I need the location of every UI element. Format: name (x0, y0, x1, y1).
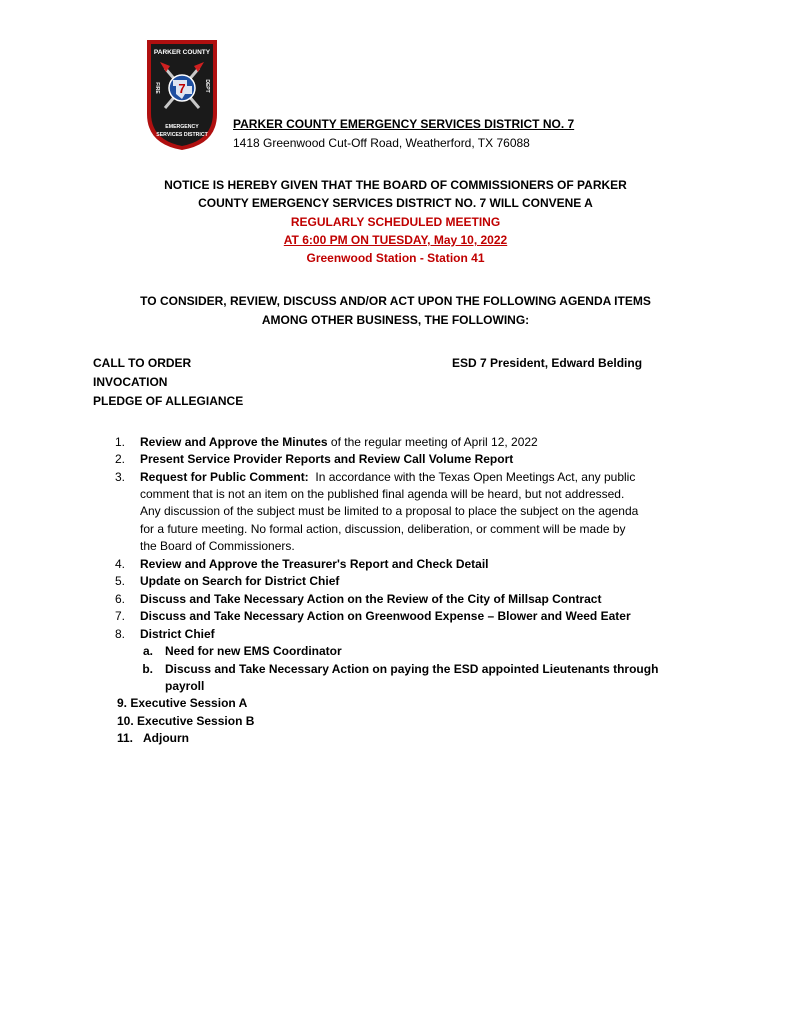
logo-top-text: PARKER COUNTY (153, 49, 211, 56)
item-detail: of the regular meeting of April 12, 2022 (327, 435, 538, 449)
call-to-order: CALL TO ORDER (93, 356, 192, 370)
consider-line-2: AMONG OTHER BUSINESS, THE FOLLOWING: (261, 313, 530, 327)
item-number: 1. (114, 435, 125, 449)
consider-line-1: TO CONSIDER, REVIEW, DISCUSS AND/OR ACT UPON THE FOLLOWING AGENDA ITEMS (140, 294, 651, 308)
presider: ESD 7 President, Edward Belding (452, 356, 643, 370)
item-number: 4. (114, 557, 125, 571)
notice-line-2: COUNTY EMERGENCY SERVICES DISTRICT NO. 7 WILL CONVENE A (198, 196, 593, 210)
item-title: District Chief (140, 627, 215, 641)
item-title: Update on Search for District Chief (140, 574, 340, 588)
meeting-location: Greenwood Station - Station 41 (306, 251, 485, 265)
item-detail: In accordance with the Texas Open Meetings Act, any public (308, 470, 636, 484)
subitem-letter: b. (142, 662, 153, 676)
org-address: 1418 Greenwood Cut-Off Road, Weatherford, TX 76088 (233, 136, 530, 150)
item-detail: for a future meeting. No formal action, discussion, deliberation, or comment will be made by (140, 522, 626, 536)
subitem-title: Need for new EMS Coordinator (165, 644, 342, 658)
item-title: Present Service Provider Reports and Review Call Volume Report (140, 452, 514, 466)
item-title: Review and Approve the Treasurer's Report and Check Detail (140, 557, 489, 571)
subitem-letter: a. (142, 644, 153, 658)
logo-bottom-text-2: SERVICES DISTRICT (156, 132, 208, 138)
item-title: Adjourn (143, 731, 189, 745)
item-title: Request for Public Comment: (140, 470, 309, 484)
item-detail: the Board of Commissioners. (140, 539, 295, 553)
esd7-logo (143, 36, 221, 154)
item-title: Discuss and Take Necessary Action on the Review of the City of Millsap Contract (140, 592, 602, 606)
notice-line-1: NOTICE IS HEREBY GIVEN THAT THE BOARD OF COMMISSIONERS OF PARKER (164, 178, 627, 192)
agenda-item-10: 10. Executive Session B (117, 714, 255, 728)
subitem-title: payroll (165, 679, 205, 693)
item-number: 11. (117, 731, 134, 745)
org-name: PARKER COUNTY EMERGENCY SERVICES DISTRICT NO. 7 (233, 117, 575, 131)
agenda-item-9: 9. Executive Session A (117, 696, 248, 710)
subitem-title: Discuss and Take Necessary Action on paying the ESD appointed Lieutenants through (165, 662, 659, 676)
item-number: 7. (114, 609, 125, 623)
meeting-time-date: AT 6:00 PM ON TUESDAY, May 10, 2022 (283, 233, 508, 247)
item-detail: Any discussion of the subject must be limited to a proposal to place the subject on the agenda (140, 504, 639, 518)
item-number: 5. (114, 574, 125, 588)
logo-left-text: FIRE (154, 82, 160, 94)
item-title: Discuss and Take Necessary Action on Greenwood Expense – Blower and Weed Eater (140, 609, 631, 623)
item-detail: comment that is not an item on the published final agenda will be heard, but not addressed. (140, 487, 625, 501)
item-number: 2. (114, 452, 125, 466)
logo-bottom-text-1: EMERGENCY (165, 124, 199, 130)
invocation: INVOCATION (93, 375, 168, 389)
pledge-of-allegiance: PLEDGE OF ALLEGIANCE (93, 394, 244, 408)
meeting-type: REGULARLY SCHEDULED MEETING (290, 215, 501, 229)
item-number: 3. (114, 470, 125, 484)
logo-right-text: DEPT (204, 79, 210, 93)
item-number: 8. (114, 627, 125, 641)
logo-number: 7 (178, 81, 186, 96)
item-title: Review and Approve the Minutes (140, 435, 328, 449)
item-number: 6. (114, 592, 125, 606)
